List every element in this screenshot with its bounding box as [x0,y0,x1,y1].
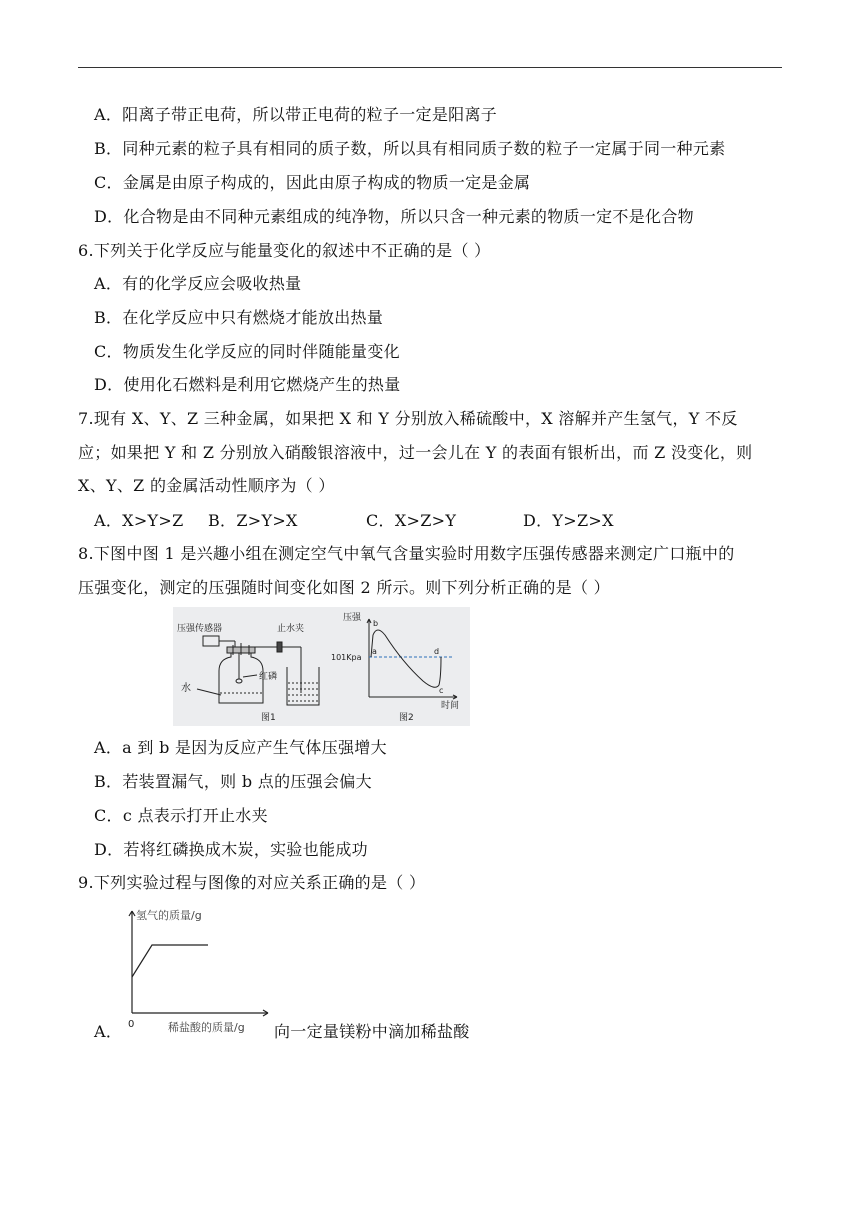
q8-option-b: B．若装置漏气，则 b 点的压强会偏大 [94,772,372,791]
q8-stem-line-2: 压强变化，测定的压强随时间变化如图 2 所示。则下列分析正确的是（ ） [78,578,610,597]
clamp [277,642,282,652]
apparatus-diagram [197,636,319,705]
q9-option-a-text: 向一定量镁粉中滴加稀盐酸 [274,1022,470,1041]
q6-option-c: C．物质发生化学反应的同时伴随能量变化 [94,342,400,361]
q6-option-d: D．使用化石燃料是利用它燃烧产生的热量 [94,375,401,394]
q7-option-a: A．X>Y>Z [94,511,184,530]
fig2-caption: 图2 [399,713,414,723]
point-c: c [439,686,444,695]
q6-stem: 6.下列关于化学反应与能量变化的叙述中不正确的是（ ） [78,241,491,260]
sensor-box [203,636,219,646]
q7-option-c: C．X>Z>Y [366,511,457,530]
q7-option-b: B．Z>Y>X [208,511,298,530]
q8-option-c: C．c 点表示打开止水夹 [94,806,268,825]
q7-stem-line-1: 7.现有 X、Y、Z 三种金属，如果把 X 和 Y 分别放入稀硫酸中，X 溶解并产生氢气，Y 不反 [78,409,738,428]
q5-option-a: A．阳离子带正电荷，所以带正电荷的粒子一定是阳离子 [94,105,498,124]
bottle [219,651,263,703]
pressure-value-label: 101Kpa [331,653,362,662]
q8-stem-line-1: 8.下图中图 1 是兴趣小组在测定空气中氧气含量实验时用数字压强传感器来测定广口瓶中的 [78,544,735,563]
graph-origin: 0 [128,1019,135,1030]
q9-stem: 9.下列实验过程与图像的对应关系正确的是（ ） [78,873,426,892]
point-b: b [373,619,379,628]
q6-option-b: B．在化学反应中只有燃烧才能放出热量 [94,308,384,327]
pressure-curve [371,630,441,687]
phosphorus-label: 红磷 [259,672,278,682]
q7-stem-line-3: X、Y、Z 的金属活动性顺序为（ ） [78,476,335,495]
hydrogen-curve [132,945,208,977]
graph-y-label: 氢气的质量/g [136,909,202,922]
x-axis-label: 时间 [441,701,460,711]
q8-figure [173,607,470,726]
q9-graph [122,905,272,1040]
pressure-graph [367,619,457,699]
q5-option-d: D．化合物是由不同种元素组成的纯净物，所以只含一种元素的物质一定不是化合物 [94,207,694,226]
q9-option-a-letter: A． [94,1022,123,1041]
y-axis-label: 压强 [343,613,362,623]
sensor-label: 压强传感器 [177,624,223,634]
q8-option-a: A．a 到 b 是因为反应产生气体压强增大 [94,738,387,757]
q5-option-b: B．同种元素的粒子具有相同的质子数，所以具有相同质子数的粒子一定属于同一种元素 [94,139,726,158]
point-d: d [434,647,440,656]
q5-option-c: C．金属是由原子构成的，因此由原子构成的物质一定是金属 [94,173,531,192]
header-rule [78,67,782,68]
water-label: 水 [181,683,191,694]
clamp-label: 止水夹 [277,624,305,634]
beaker [287,667,319,705]
q7-stem-line-2: 应；如果把 Y 和 Z 分别放入硝酸银溶液中，过一会儿在 Y 的表面有银析出，而 Z 没变化，则 [78,443,753,462]
graph-x-label: 稀盐酸的质量/g [168,1021,245,1034]
q6-option-a: A．有的化学反应会吸收热量 [94,274,302,293]
q8-option-d: D．若将红磷换成木炭，实验也能成功 [94,840,368,859]
q7-option-d: D．Y>Z>X [523,511,614,530]
fig1-caption: 图1 [261,713,276,723]
point-a: a [372,647,377,656]
